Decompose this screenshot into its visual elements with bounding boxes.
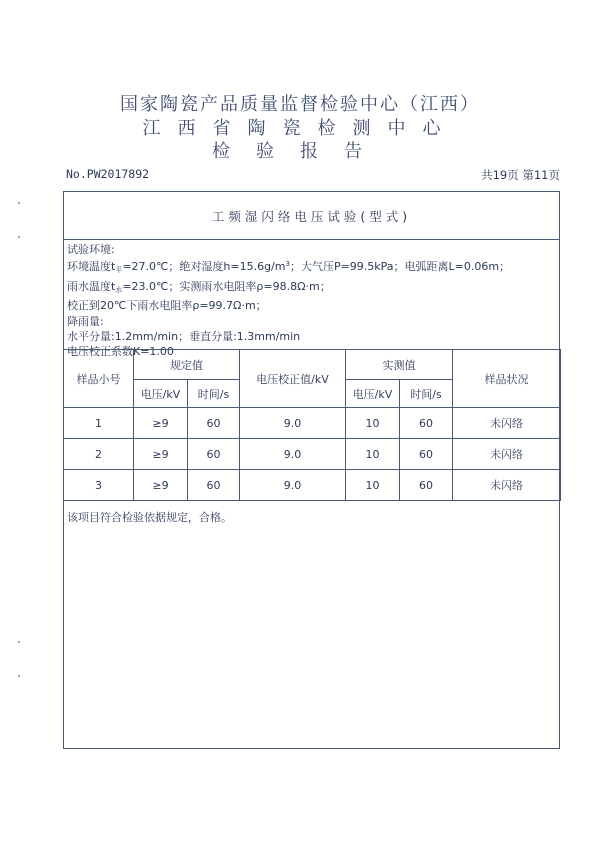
cell-meas-voltage: 10 (346, 439, 400, 470)
cell-corrected-voltage: 9.0 (240, 439, 346, 470)
header-corrected-voltage: 电压校正值/kV (240, 350, 346, 408)
env-line-correction-factor: 电压校正系数K=1.00 (67, 345, 174, 359)
cell-status: 未闪络 (453, 470, 561, 501)
subheader-meas-voltage: 电压/kV (346, 380, 400, 408)
cell-spec-voltage: ≥9 (134, 408, 188, 439)
env-line-rainfall: 降雨量: (67, 314, 104, 328)
scan-speck (18, 641, 20, 643)
header-report-title: 检验报告 (212, 141, 388, 162)
cell-meas-time: 60 (400, 408, 453, 439)
cell-sample-no: 3 (64, 470, 134, 501)
env-pressure-arc: ；大气压P=99.5kPa；电弧距离L=0.06m； (289, 260, 511, 274)
env-humidity-sup: 3 (285, 260, 290, 269)
scan-speck (18, 236, 20, 238)
table-header-row (64, 350, 561, 380)
env-rain-label: 雨水温度t (67, 279, 116, 293)
env-rain-values: =23.0℃；实测雨水电阻率ρ=98.8Ω·m； (122, 279, 331, 293)
table-row (64, 470, 561, 501)
cell-corrected-voltage: 9.0 (240, 470, 346, 501)
cell-spec-time: 60 (188, 439, 240, 470)
header-specified: 规定值 (134, 350, 240, 380)
test-title: 工频湿闪络电压试验(型式) (64, 192, 559, 240)
cell-spec-time: 60 (188, 408, 240, 439)
env-temp-humidity: =27.0℃；绝对湿度h=15.6g/m (122, 260, 286, 274)
report-number: No.PW2017892 (66, 167, 150, 181)
cell-meas-voltage: 10 (346, 408, 400, 439)
env-temp-label: 环境温度t (67, 260, 116, 274)
env-line-temperature (67, 257, 510, 278)
subheader-meas-time: 时间/s (400, 380, 453, 408)
cell-status: 未闪络 (453, 408, 561, 439)
subheader-spec-voltage: 电压/kV (134, 380, 188, 408)
cell-spec-voltage: ≥9 (134, 470, 188, 501)
header-status: 样品状况 (453, 350, 561, 408)
env-line-rain-water (67, 279, 510, 298)
results-table (63, 349, 561, 501)
cell-meas-time: 60 (400, 470, 453, 501)
header-center-name: 江西省陶瓷检测中心 (142, 118, 458, 139)
cell-corrected-voltage: 9.0 (240, 408, 346, 439)
cell-meas-voltage: 10 (346, 470, 400, 501)
env-line-rain-components: 水平分量:1.2mm/min；垂直分量:1.3mm/min (67, 330, 301, 344)
test-environment (67, 242, 510, 360)
cell-sample-no: 2 (64, 439, 134, 470)
scan-speck (18, 202, 20, 204)
test-conclusion: 该项目符合检验依据规定，合格。 (67, 511, 232, 524)
env-temp-sub: 平 (115, 266, 123, 275)
env-line-corrected-resistivity: 校正到20℃下雨水电阻率ρ=99.7Ω·m； (67, 299, 267, 313)
scan-speck (18, 675, 20, 677)
cell-status: 未闪络 (453, 439, 561, 470)
page-count: 共19页 第11页 (481, 168, 560, 182)
cell-spec-time: 60 (188, 470, 240, 501)
table-row (64, 439, 561, 470)
env-heading: 试验环境: (67, 243, 115, 256)
test-record-box (63, 191, 560, 749)
header-org-name: 国家陶瓷产品质量监督检验中心（江西） (120, 94, 480, 115)
env-rain-sub: 水 (115, 285, 123, 294)
table-row (64, 408, 561, 439)
cell-spec-voltage: ≥9 (134, 439, 188, 470)
header-sample-no: 样品小号 (64, 350, 134, 408)
cell-sample-no: 1 (64, 408, 134, 439)
header-measured: 实测值 (346, 350, 453, 380)
subheader-spec-time: 时间/s (188, 380, 240, 408)
cell-meas-time: 60 (400, 439, 453, 470)
